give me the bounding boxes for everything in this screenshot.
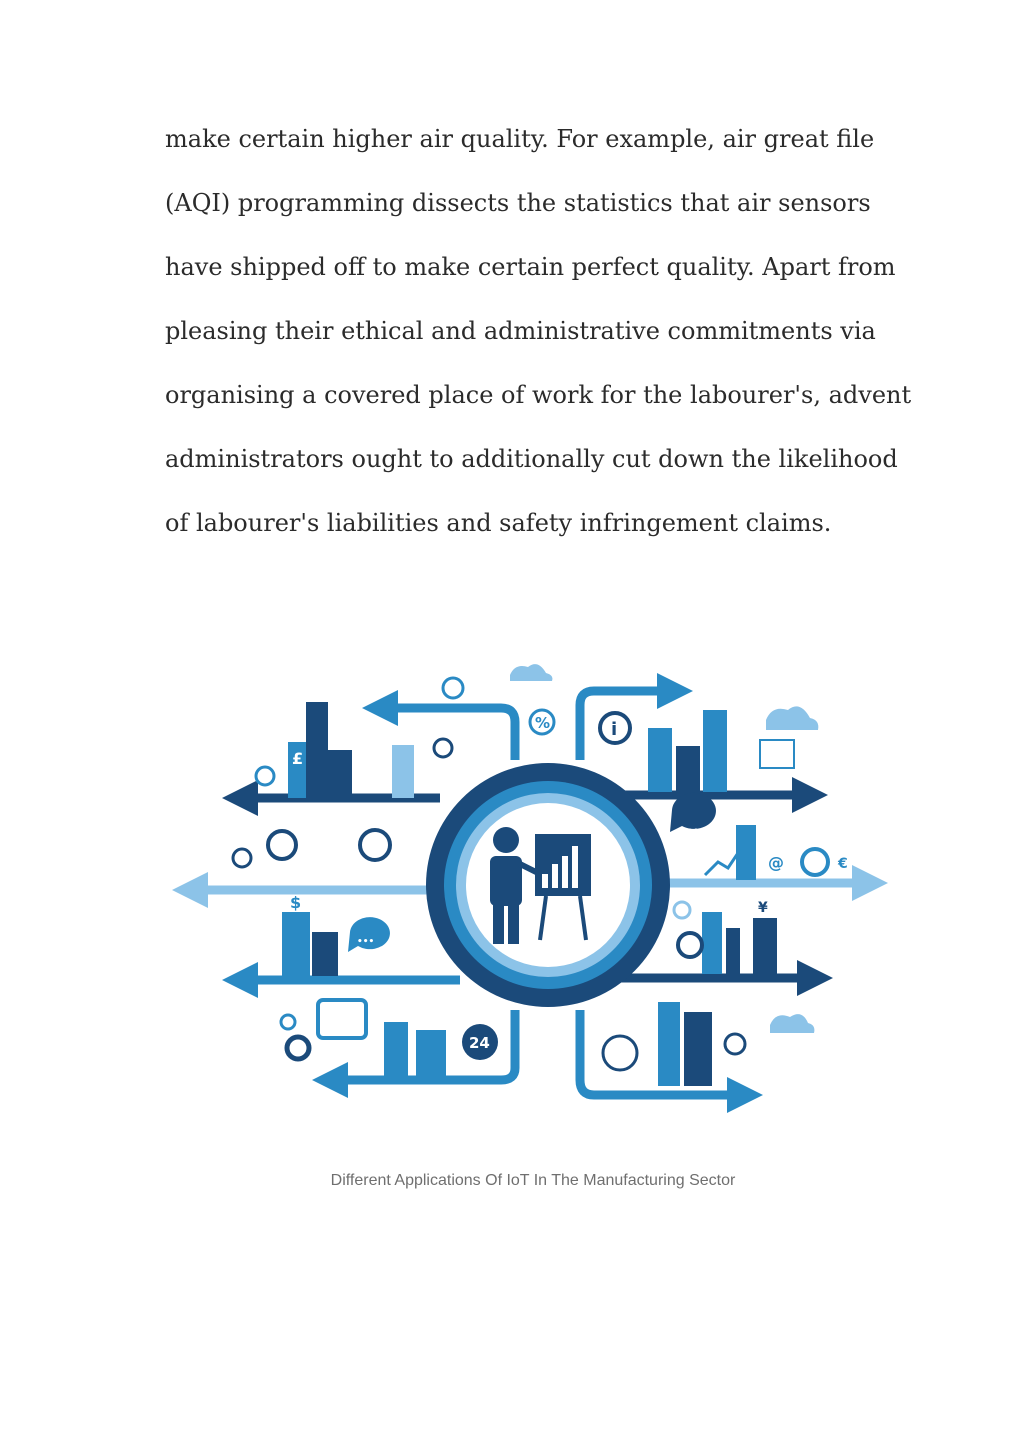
body-line: make certain higher air quality. For example, air great file: [165, 125, 875, 153]
info-label: i: [611, 719, 618, 740]
chat-dots-label: •••: [357, 937, 375, 947]
body-line: of labourer's liabilities and safety infringement claims.: [165, 509, 832, 537]
cloud-download-icon: [766, 706, 818, 730]
target-icon: [802, 849, 828, 875]
body-line: pleasing their ethical and administrative commitments via: [165, 317, 876, 345]
percent-label: %: [535, 714, 551, 732]
map-pin-icon: [268, 831, 296, 859]
body-line: have shipped off to make certain perfect quality. Apart from: [165, 253, 896, 281]
search-icon: [678, 933, 702, 957]
lightbulb-icon: [233, 849, 251, 867]
gear-icon: [287, 1037, 309, 1059]
body-line: organising a covered place of work for the labourer's, advent: [165, 381, 912, 409]
body-line: (AQI) programming dissects the statistics that air sensors: [165, 189, 871, 217]
iot-illustration: [170, 650, 890, 1120]
gear-icon: [674, 902, 690, 918]
central-hub: [426, 763, 670, 1007]
chart-grid-icon: [760, 740, 794, 768]
at-sign-icon: @: [768, 853, 784, 872]
figure-caption: Different Applications Of IoT In The Manufacturing Sector: [330, 1172, 736, 1189]
globe-icon: [603, 1036, 637, 1070]
body-line: administrators ought to additionally cut down the likelihood: [165, 445, 898, 473]
dollar-icon: $: [290, 893, 302, 912]
search-icon: [725, 1034, 745, 1054]
cloud-chart-icon: [770, 1014, 814, 1033]
location-pin-icon: [443, 678, 463, 698]
body-paragraph: [165, 107, 912, 555]
gear-icon: [256, 767, 274, 785]
trend-chart-icon: [705, 850, 740, 875]
chat-dots-label: •••: [680, 826, 700, 837]
analytics-icon: [318, 1000, 366, 1038]
yen-icon: ¥: [758, 900, 768, 916]
cloud-icon: [510, 664, 552, 681]
pound-icon: £: [292, 749, 304, 768]
globe-icon: [360, 830, 390, 860]
euro-icon: €: [838, 856, 848, 872]
lightbulb-icon: [434, 739, 452, 757]
hours-label: 24: [469, 1034, 490, 1052]
gear-icon: [281, 1015, 295, 1029]
